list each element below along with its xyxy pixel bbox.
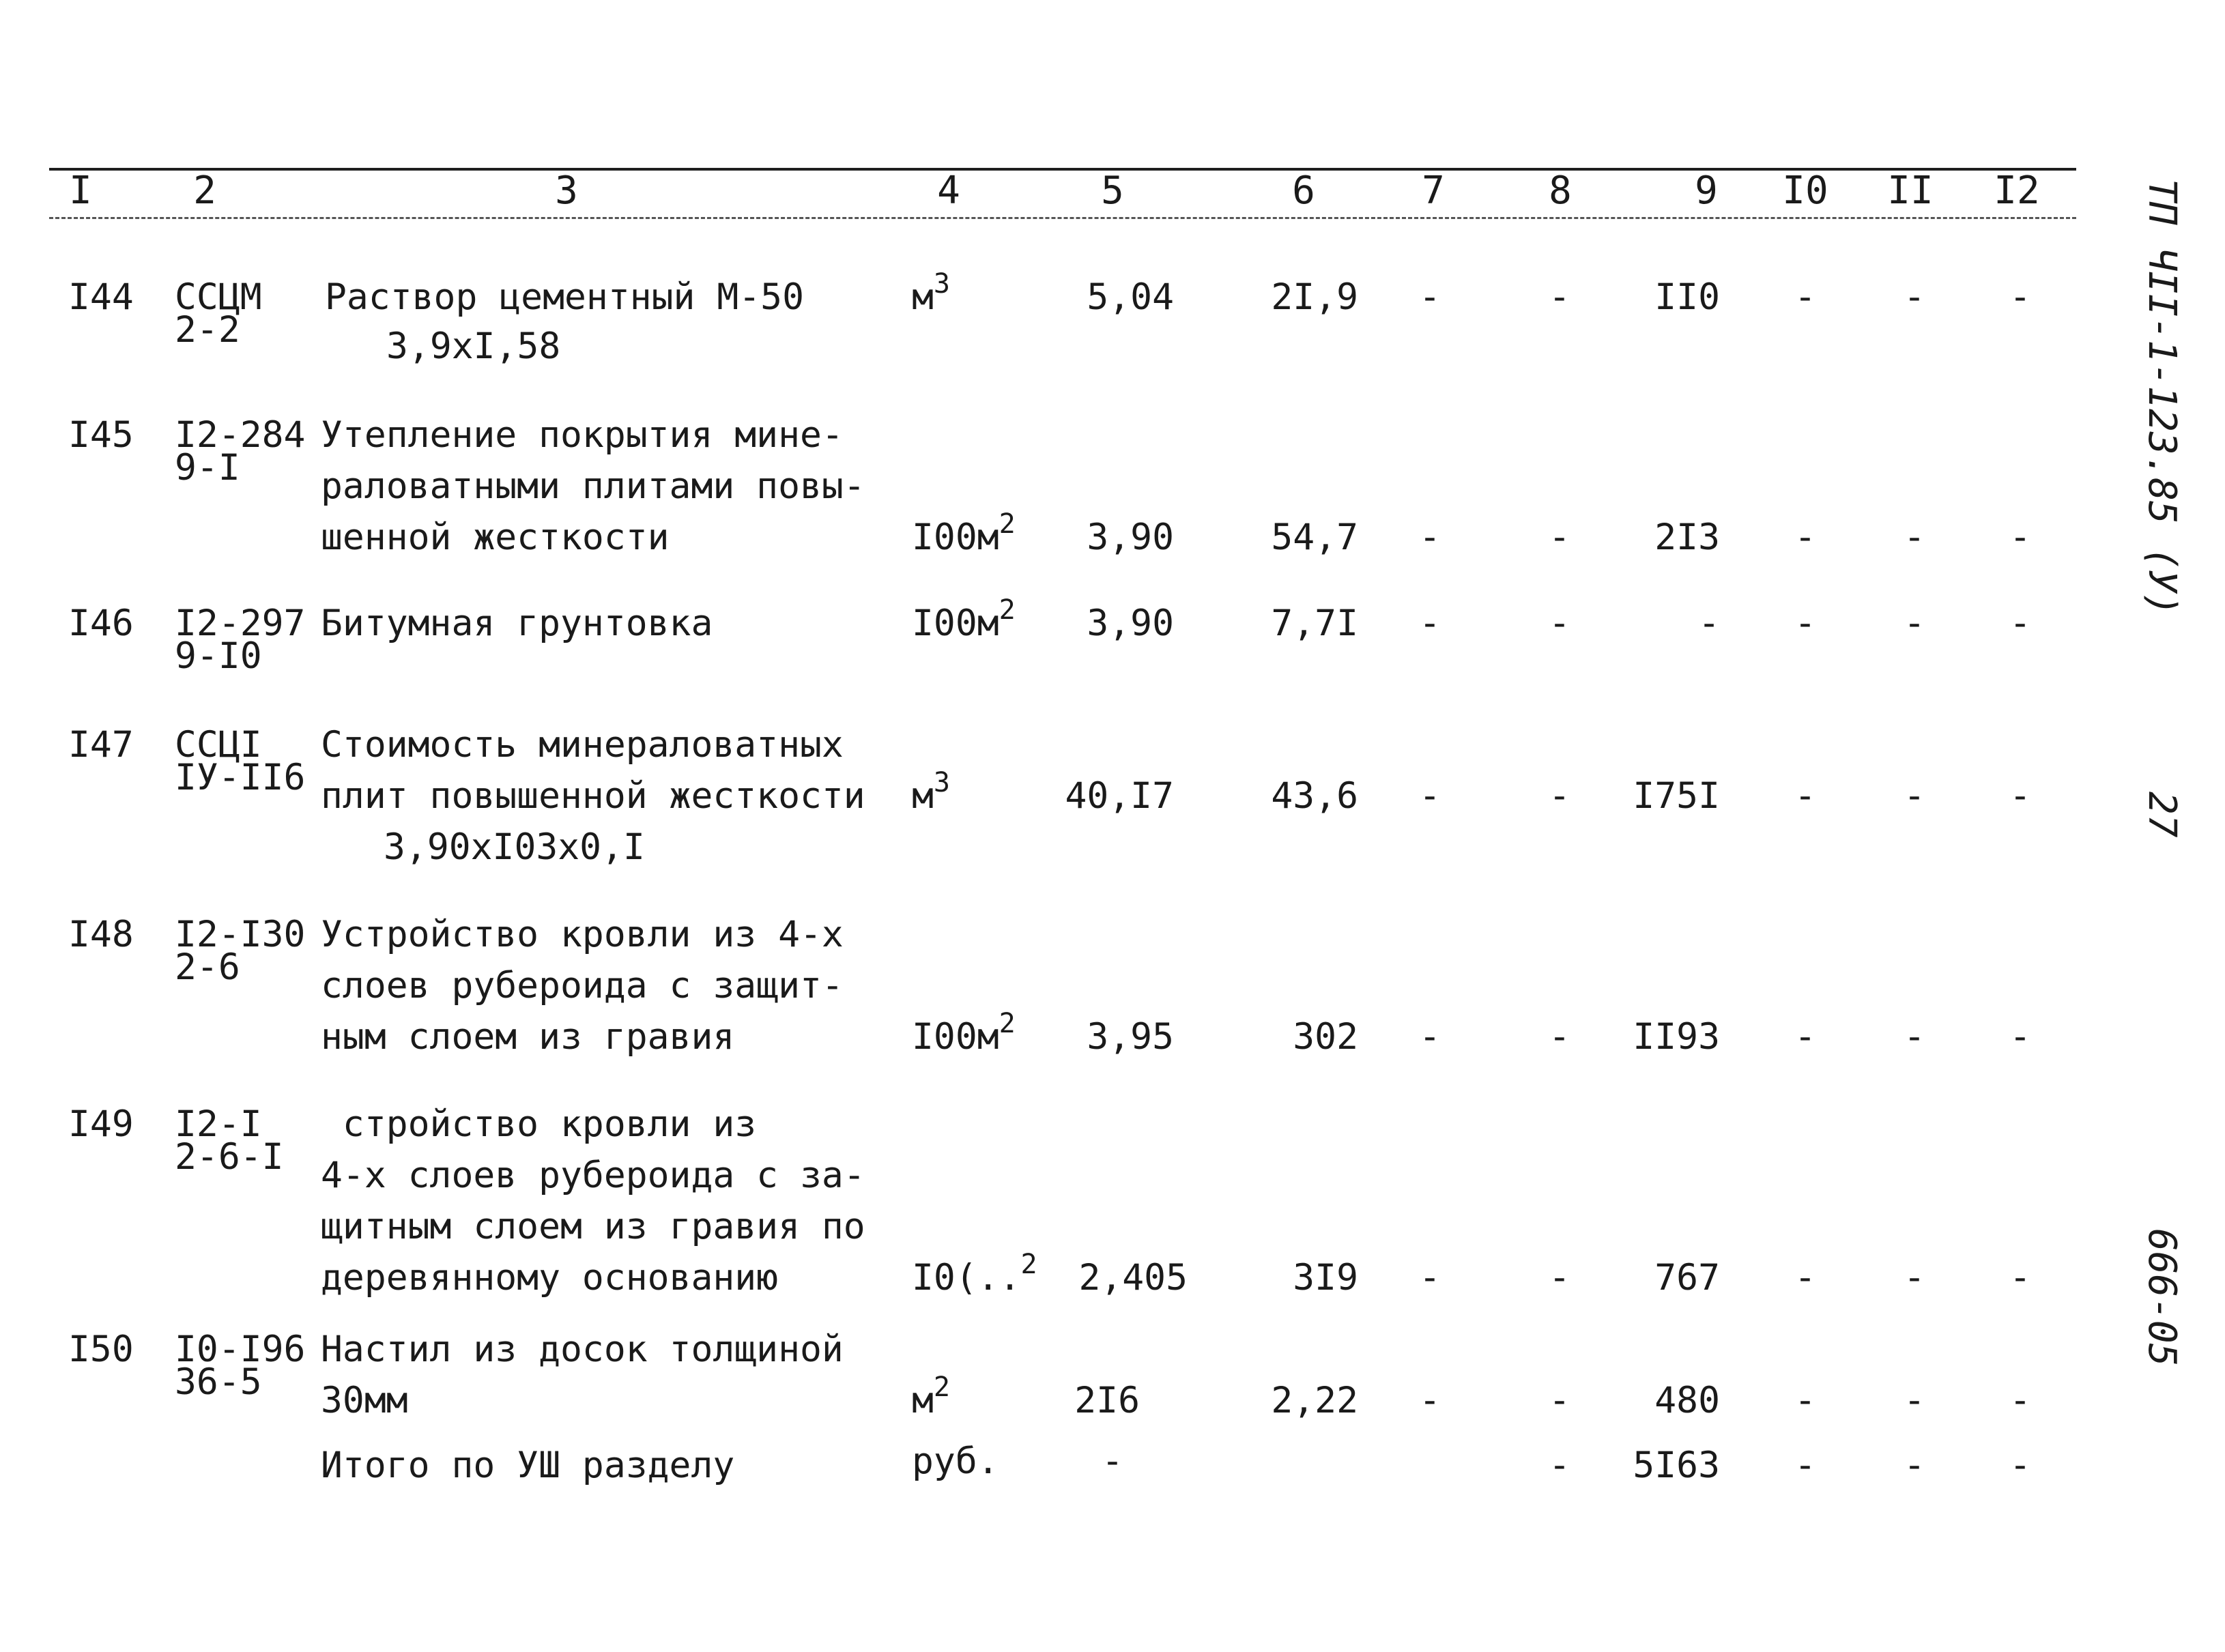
total-col10-value: - xyxy=(1794,1445,1816,1486)
item-description-line-2: раловатными плитами повы- xyxy=(321,465,865,507)
page-number: 27 xyxy=(2140,792,2184,838)
col5-value: 40,I7 xyxy=(1065,775,1174,817)
col11-value: - xyxy=(1904,1016,1925,1058)
unit: $м^2$ xyxy=(912,1372,951,1421)
col7-value: - xyxy=(1419,276,1441,318)
col-header-5: 5 xyxy=(1101,169,1124,213)
col8-value: - xyxy=(1549,603,1570,644)
table-top-rule xyxy=(49,168,2076,171)
col12-value: - xyxy=(2009,1257,2031,1299)
col5-value: 3,90 xyxy=(1087,603,1174,644)
col10-value: - xyxy=(1794,603,1816,644)
row-number: I48 xyxy=(68,914,134,955)
code-line-2: 2-6 xyxy=(175,946,240,988)
col9-value: - xyxy=(1698,603,1720,644)
col-header-3: 3 xyxy=(555,169,578,213)
item-description-line-1: Утепление покрытия мине- xyxy=(321,414,844,456)
col9-value: II0 xyxy=(1654,276,1720,318)
row-number: I50 xyxy=(68,1329,134,1370)
col8-value: - xyxy=(1549,1257,1570,1299)
code-line-1: I2-297 xyxy=(175,603,306,644)
item-description-line-4: деревянному основанию xyxy=(321,1257,779,1299)
code-line-2: 36-5 xyxy=(175,1361,262,1403)
item-description-line-1: Устройство кровли из 4-х xyxy=(321,914,844,955)
col10-value: - xyxy=(1794,1380,1816,1421)
col7-value: - xyxy=(1419,517,1441,558)
col7-value: - xyxy=(1419,1257,1441,1299)
code-line-1: ССЦМ xyxy=(175,276,262,318)
row-number: I44 xyxy=(68,276,134,318)
item-description-line-1: стройство кровли из xyxy=(321,1103,757,1145)
document-code: ТП ЧII-1-123.85 (У) xyxy=(2140,179,2184,616)
col9-value: 767 xyxy=(1654,1257,1720,1299)
col-header-7: 7 xyxy=(1422,169,1445,213)
col11-value: - xyxy=(1904,276,1925,318)
col-header-10: I0 xyxy=(1782,169,1828,213)
col12-value: - xyxy=(2009,1016,2031,1058)
col10-value: - xyxy=(1794,276,1816,318)
col7-value: - xyxy=(1419,1016,1441,1058)
item-description-line-2: 4-х слоев рубероида с за- xyxy=(321,1155,865,1196)
col10-value: - xyxy=(1794,775,1816,817)
item-formula: 3,9хI,58 xyxy=(386,325,561,367)
total-col9-value: 5I63 xyxy=(1633,1445,1720,1486)
col-header-9: 9 xyxy=(1695,169,1718,213)
col12-value: - xyxy=(2009,517,2031,558)
unit: $м^3$ xyxy=(912,268,951,318)
col5-value: 3,95 xyxy=(1087,1016,1174,1058)
header-bottom-rule xyxy=(49,217,2076,219)
unit: $м^3$ xyxy=(912,767,951,817)
total-col5-value: - xyxy=(1102,1440,1123,1482)
col8-value: - xyxy=(1549,517,1570,558)
col6-value: 54,7 xyxy=(1271,517,1358,558)
col6-value: 2,22 xyxy=(1271,1380,1358,1421)
item-description-line-1: Настил из досок толщиной xyxy=(321,1329,844,1370)
sheet-code: 666-05 xyxy=(2140,1228,2184,1367)
col-header-11: II xyxy=(1887,169,1934,213)
code-line-2: 2-2 xyxy=(175,309,240,351)
col10-value: - xyxy=(1794,517,1816,558)
col-header-4: 4 xyxy=(937,169,960,213)
total-col8-value: - xyxy=(1549,1445,1570,1486)
unit: I0(..$^2$ xyxy=(912,1249,1037,1299)
col-header-8: 8 xyxy=(1549,169,1572,213)
unit: $I00м^2$ xyxy=(912,1008,1016,1058)
total-col11-value: - xyxy=(1904,1445,1925,1486)
col-header-1: I xyxy=(69,169,92,213)
col11-value: - xyxy=(1904,1380,1925,1421)
total-label: Итого по УШ разделу xyxy=(321,1445,735,1486)
code-line-1: I2-I xyxy=(175,1103,262,1145)
col10-value: - xyxy=(1794,1016,1816,1058)
col12-value: - xyxy=(2009,276,2031,318)
col6-value: 302 xyxy=(1293,1016,1358,1058)
col11-value: - xyxy=(1904,775,1925,817)
code-line-1: ССЦI xyxy=(175,724,262,766)
unit: $I00м^2$ xyxy=(912,594,1016,644)
col5-value: 2I6 xyxy=(1074,1380,1140,1421)
col6-value: 2I,9 xyxy=(1271,276,1358,318)
col9-value: 2I3 xyxy=(1654,517,1720,558)
col7-value: - xyxy=(1419,1380,1441,1421)
code-line-2: IУ-II6 xyxy=(175,757,306,798)
col5-value: 3,90 xyxy=(1087,517,1174,558)
col7-value: - xyxy=(1419,775,1441,817)
col11-value: - xyxy=(1904,1257,1925,1299)
code-line-2: 9-I0 xyxy=(175,635,262,677)
unit: $I00м^2$ xyxy=(912,508,1016,558)
code-line-2: 2-6-I xyxy=(175,1136,284,1178)
col8-value: - xyxy=(1549,775,1570,817)
code-line-1: I0-I96 xyxy=(175,1329,306,1370)
col5-value: 2,405 xyxy=(1078,1257,1188,1299)
item-formula: 3,90хI03х0,I xyxy=(384,826,645,868)
col12-value: - xyxy=(2009,775,2031,817)
col10-value: - xyxy=(1794,1257,1816,1299)
col-header-6: 6 xyxy=(1292,169,1315,213)
row-number: I45 xyxy=(68,414,134,456)
item-description: Битумная грунтовка xyxy=(321,603,713,644)
col8-value: - xyxy=(1549,276,1570,318)
item-description-line-3: шенной жесткости xyxy=(321,517,670,558)
code-line-1: I2-I30 xyxy=(175,914,306,955)
col8-value: - xyxy=(1549,1016,1570,1058)
col11-value: - xyxy=(1904,517,1925,558)
item-description-line-1: Стоимость минераловатных xyxy=(321,724,844,766)
col12-value: - xyxy=(2009,603,2031,644)
row-number: I46 xyxy=(68,603,134,644)
row-number: I49 xyxy=(68,1103,134,1145)
col8-value: - xyxy=(1549,1380,1570,1421)
item-description-line-2: плит повышенной жесткости xyxy=(321,775,865,817)
col11-value: - xyxy=(1904,603,1925,644)
item-description-line-2: слоев рубероида с защит- xyxy=(321,965,844,1006)
col-header-12: I2 xyxy=(1994,169,2040,213)
total-unit: руб. xyxy=(912,1440,999,1482)
total-col12-value: - xyxy=(2009,1445,2031,1486)
col9-value: 480 xyxy=(1654,1380,1720,1421)
item-description-line-2: 30мм xyxy=(321,1380,408,1421)
item-description: Раствор цементный М-50 xyxy=(325,276,804,318)
code-line-2: 9-I xyxy=(175,447,240,489)
col9-value: I75I xyxy=(1633,775,1720,817)
col5-value: 5,04 xyxy=(1087,276,1174,318)
col7-value: - xyxy=(1419,603,1441,644)
col6-value: 3I9 xyxy=(1293,1257,1358,1299)
item-description-line-3: щитным слоем из гравия по xyxy=(321,1206,865,1247)
col6-value: 7,7I xyxy=(1271,603,1358,644)
col12-value: - xyxy=(2009,1380,2031,1421)
row-number: I47 xyxy=(68,724,134,766)
col6-value: 43,6 xyxy=(1271,775,1358,817)
item-description-line-3: ным слоем из гравия xyxy=(321,1016,735,1058)
col9-value: II93 xyxy=(1633,1016,1720,1058)
code-line-1: I2-284 xyxy=(175,414,306,456)
col-header-2: 2 xyxy=(193,169,216,213)
